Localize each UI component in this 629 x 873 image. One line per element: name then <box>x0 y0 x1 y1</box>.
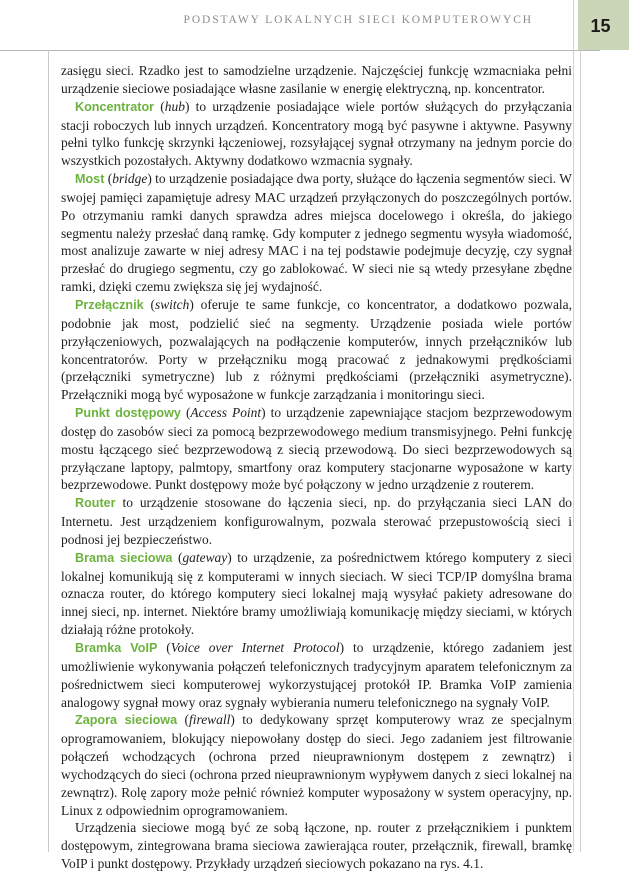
gloss-access-point: Access Point <box>190 405 262 421</box>
gloss-firewall: firewall <box>189 712 231 728</box>
paragraph-text: to dedykowany sprzęt komputerowy wraz ze specjalnym oprogramowaniem, blokujący niepowołany dostęp do sieci. Jego zadaniem jest filtrowanie połączeń wchodzących (ochrona przed nieuprawnionym dostępem z zewnątrz) i wychodzących do sieci (ochrona przed nieuprawnionym wypływem danych z sieci lokalnej na zewnątrz). Rolę zapory może pełnić również komputer wyposażony w system operacyjny, np. Linux z odpowiednim oprogramowaniem. <box>61 712 572 818</box>
paragraph-przelacznik: Przełącznik (switch) oferuje te same funkcje, co koncentrator, a dodatkowo pozwala, podobnie jak most, podzielić sieć na segmenty. Urządzenie posiada wiele portów przyłączeniowych, pozwalających na podłączenie komputerów, innych przełączników lub koncentratorów. Porty w przełączniku mogą pracować z jednakowymi prędkościami (przełączniki symetryczne) lub z różnymi prędkościami (przełączniki asymetryczne). Przełączniki mogą być wyposażone w funkcje zarządzania i monitoringu sieci. <box>61 296 572 403</box>
term-punkt-dostepowy: Punkt dostępowy <box>75 406 181 421</box>
term-koncentrator: Koncentrator <box>75 99 155 114</box>
term-brama-sieciowa: Brama sieciowa <box>75 550 173 565</box>
paragraph-most: Most (bridge) to urządzenie posiadające dwa porty, służące do łączenia segmentów sieci. W swojej pamięci zapamiętuje adresy MAC urządzeń przyłączonych do poszczególnych portów. Po otrzymaniu ramki danych sprawdza adres miejsca docelowego i określa, do jakiego segmentu należy przesłać daną ramkę. Gdy komputer z jednego segmentu wysyła wiadomość, most analizuje zawarte w niej adresy MAC i na tej podstawie podejmuje decyzję, czy sygnał przesłać do drugiego segmentu, czy go zablokować. W sieci nie są wtedy przesyłane zbędne ramki, dzięki czemu zwiększa się jej wydajność. <box>61 171 572 295</box>
paragraph-brama-sieciowa: Brama sieciowa (gateway) to urządzenie, za pośrednictwem którego komputery z sieci lokalnej komunikują się z komputerami w innych sieciach. W sieci TCP/IP domyślna brama oznacza router, do którego komputery sieci lokalnej mają wysyłać pakiety adresowane do innej sieci, np. internet. Niektóre bramy umożliwiają komunikację między sieciami, w których działają różne protokoły. <box>61 549 572 638</box>
paragraph-text: to urządzenie zapewniające stacjom bezprzewodowym dostęp do zasobów sieci za pomocą bezprzewodowego medium transmisyjnego. Pełni funkcję mostu łączącego sieć bezprzewodową z siecią przewodową. Do sieci bezprzewodowych są przyłączane laptopy, palmtopy, smartfony oraz komputery stacjonarne wyposażone w karty bezprzewodowe. Punkt dostępowy może być połączony w jedno urządzenie z routerem. <box>61 405 572 493</box>
paragraph-punkt-dostepowy: Punkt dostępowy (Access Point) to urządzenie zapewniające stacjom bezprzewodowym dostęp do zasobów sieci za pomocą bezprzewodowego medium transmisyjnego. Pełni funkcję mostu łączącego sieć bezprzewodową z siecią przewodową. Do sieci bezprzewodowych są przyłączane laptopy, palmtopy, smartfony oraz komputery stacjonarne wyposażone w karty bezprzewodowe. Punkt dostępowy może być połączony w jedno urządzenie z routerem. <box>61 405 572 493</box>
page-number: 15 <box>590 15 611 36</box>
left-margin-rule <box>48 50 49 852</box>
paragraph-text: zasięgu sieci. Rzadko jest to samodzielne urządzenie. Najczęściej funkcję wzmacniaka pełni urządzenie sieciowe posiadające własne zasilanie w energię elektryczną, np. koncentrator. <box>61 63 572 96</box>
gloss-switch: switch <box>154 296 190 312</box>
running-title: PODSTAWY LOKALNYCH SIECI KOMPUTEROWYCH <box>183 14 533 26</box>
paragraph-text: oferuje te same funkcje, co koncentrator, a dodatkowo pozwala, podobnie jak most, podzielić sieć na segmenty. Urządzenie posiada wiele portów przyłączeniowych, pozwalających na podłączenie komputerów, innych przełączników lub koncentratorów. Porty w przełączniku mogą pracować z jednakowymi prędkościami (przełączniki symetryczne) lub z różnymi prędkościami (przełączniki asymetryczne). Przełączniki mogą być wyposażone w funkcje zarządzania i monitoringu sieci. <box>61 296 572 403</box>
term-bramka-voip: Bramka VoIP <box>75 641 158 655</box>
paragraph-text: to urządzenie, za pośrednictwem którego komputery z sieci lokalnej komunikują się z komputerami w innych sieciach. W sieci TCP/IP domyślna brama oznacza router, do którego komputery sieci lokalnej mają wysyłać pakiety adresowane do innej sieci, np. internet. Niektóre bramy umożliwiają komunikację między sieciami, w których działają różne protokoły. <box>61 549 572 638</box>
term-zapora-sieciowa: Zapora sieciowa <box>75 713 178 728</box>
paragraph-router <box>61 494 572 549</box>
paragraph-text: to urządzenie posiadające dwa porty, służące do łączenia segmentów sieci. W swojej pamięci zapamiętuje adresy MAC urządzeń przyłączonych do poszczególnych portów. Po otrzymaniu ramki danych sprawdza adres miejsca docelowego i określa, do jakiego segmentu należy przesłać daną ramkę. Gdy komputer z jednego segmentu wysyła wiadomość, most analizuje zawarte w niej adresy MAC i na tej podstawie podejmuje decyzję, czy sygnał przesłać do drugiego segmentu, czy go zablokować. W sieci nie są wtedy przesyłane zbędne ramki, dzięki czemu zwiększa się jej wydajność. <box>61 171 572 295</box>
paragraph-continuation <box>61 62 572 98</box>
right-margin-rule-outer <box>580 50 581 852</box>
term-przelacznik: Przełącznik <box>75 297 144 312</box>
paragraph-text: to urządzenie stosowane do łączenia sieci, np. do przyłączania sieci LAN do Internetu. Jest urządzeniem konfigurowalnym, pozwala sterować przepustowością sieci i podnosi jej bezpieczeństwo. <box>61 495 573 547</box>
right-margin-rule-inner <box>573 0 574 852</box>
body-text <box>61 62 572 873</box>
page-number-box <box>578 0 629 50</box>
paragraph-text: to urządzenie, którego zadaniem jest umożliwienie wykonywania połączeń telefonicznych tradycyjnym aparatem telefonicznym za pośrednictwem sieci komputerowej wykorzystującej protokół IP. Bramka VoIP zamienia analogowy sygnał mowy oraz sygnały wybierania numeru telefonicznego na sygnały VoIP. <box>61 640 572 710</box>
term-router: Router <box>75 496 116 511</box>
gloss-bridge: bridge <box>112 171 148 187</box>
paragraph-koncentrator: Koncentrator (hub) to urządzenie posiadające wiele portów służących do przyłączania stacji roboczych lub innych urządzeń. Koncentratory mogą być pasywne i aktywne. Pasywny pełni tylko funkcję skrzynki łączeniowej, rozsyłającej sygnał otrzymany na jednym porcie do wszystkich pozostałych. Aktywny dodatkowo wzmacnia sygnały. <box>61 98 572 169</box>
gloss-gateway: gateway <box>182 549 228 565</box>
paragraph-zapora-sieciowa: Zapora sieciowa (firewall) to dedykowany sprzęt komputerowy wraz ze specjalnym oprogramowaniem, blokujący niepowołany dostęp do sieci. Jego zadaniem jest filtrowanie połączeń wchodzących (ochrona przed nieuprawnionym dostępem z zewnątrz) i wychodzących do sieci (ochrona przed nieuprawnionym wypływem danych z sieci lokalnej na zewnątrz). Rolę zapory może pełnić również komputer wyposażony w system operacyjny, np. Linux z odpowiednim oprogramowaniem. <box>61 712 572 818</box>
header-rule <box>0 50 600 51</box>
paragraph-summary <box>61 819 572 873</box>
gloss-voip: Voice over Internet Protocol <box>170 640 340 655</box>
paragraph-bramka-voip: Bramka VoIP (Voice over Internet Protocol) to urządzenie, którego zadaniem jest umożliwienie wykonywania połączeń telefonicznych tradycyjnym aparatem telefonicznym za pośrednictwem sieci komputerowej wykorzystującej protokół IP. Bramka VoIP zamienia analogowy sygnał mowy oraz sygnały wybierania numeru telefonicznego na sygnały VoIP. <box>61 640 572 710</box>
gloss-hub: hub <box>164 98 185 114</box>
paragraph-text: to urządzenie posiadające wiele portów służących do przyłączania stacji roboczych lub innych urządzeń. Koncentratory mogą być pasywne i aktywne. Pasywny pełni tylko funkcję skrzynki łączeniowej, rozsyłającej sygnał otrzymany na jednym porcie do wszystkich pozostałych. Aktywny dodatkowo wzmacnia sygnały. <box>61 98 572 169</box>
paragraph-text: Urządzenia sieciowe mogą być ze sobą łączone, np. router z przełącznikiem i punktem dostępowym, zintegrowana brama sieciowa zawierająca router, przełącznik, firewall, bramkę VoIP i punkt dostępowy. Przykłady urządzeń sieciowych pokazano na rys. 4.1. <box>61 820 572 872</box>
term-most: Most <box>75 172 105 187</box>
